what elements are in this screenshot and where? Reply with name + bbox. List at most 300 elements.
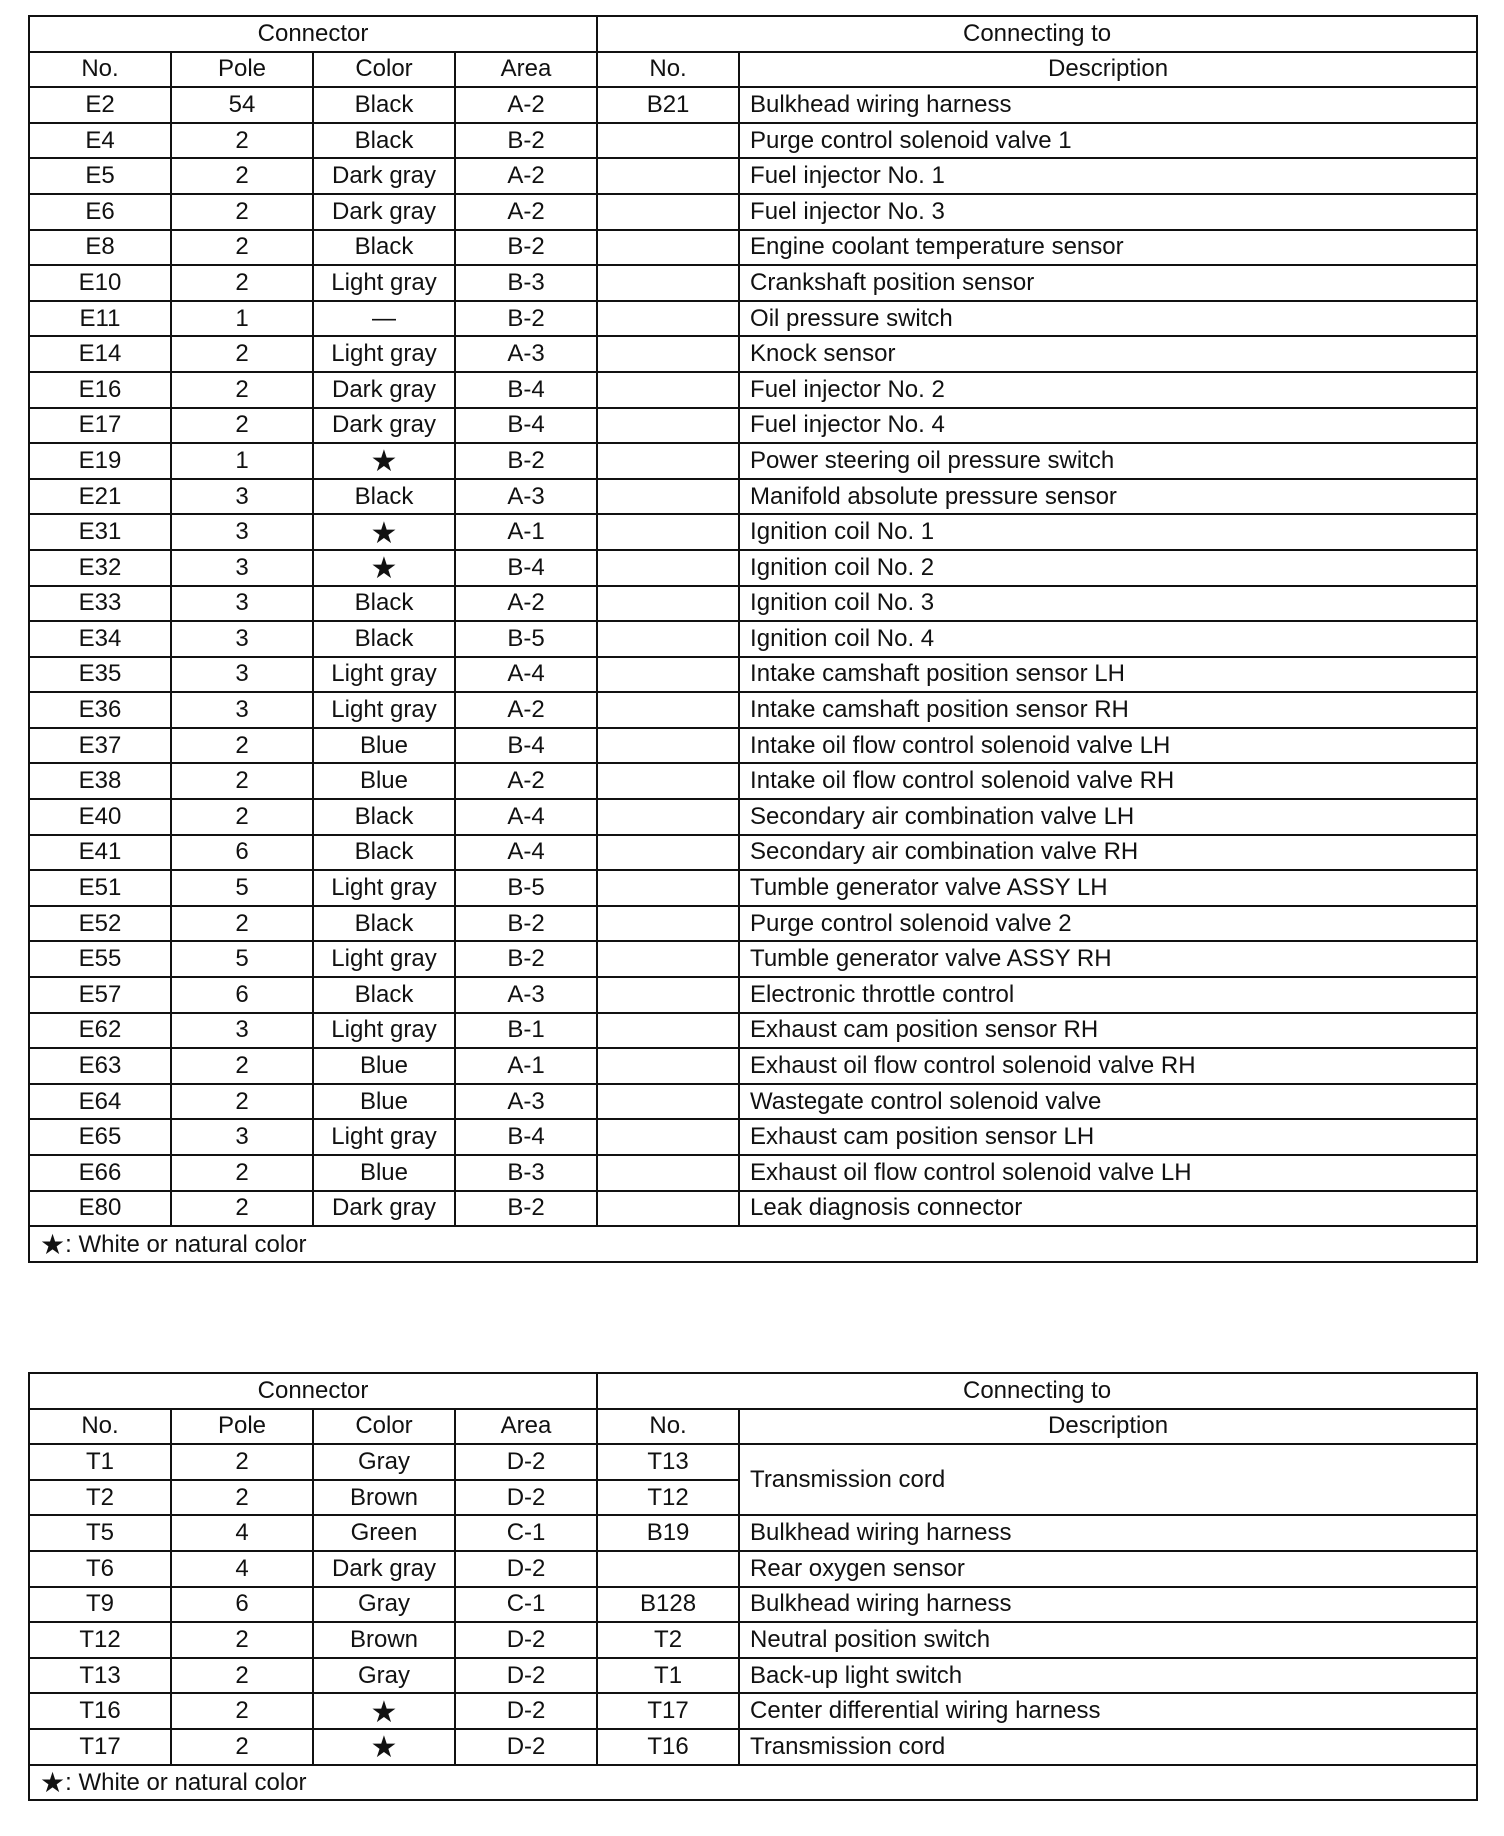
cell-color — [313, 621, 455, 657]
cell-connector-no-text: E21 — [78, 482, 122, 510]
table-row — [29, 835, 1477, 871]
cell-area-text: D-2 — [506, 1732, 546, 1760]
cell-connecting-no — [597, 941, 739, 977]
cell-connector-no-text: E19 — [78, 446, 122, 474]
cell-connector-no-text: E36 — [78, 696, 122, 724]
cell-area — [455, 1119, 597, 1155]
group-header-row — [29, 1373, 1477, 1409]
cell-color-text: Black — [354, 233, 414, 261]
star-icon: ★ — [370, 445, 398, 479]
cell-description: Center differential wiring harness — [739, 1693, 1477, 1729]
cell-area-text: A-3 — [507, 1087, 545, 1115]
cell-area — [455, 1084, 597, 1120]
cell-color — [313, 1480, 455, 1516]
cell-color — [313, 657, 455, 693]
cell-color — [313, 1693, 455, 1729]
cell-pole — [171, 158, 313, 194]
cell-color — [313, 1013, 455, 1049]
table-row — [29, 1729, 1477, 1765]
cell-area — [455, 230, 597, 266]
cell-area — [455, 194, 597, 230]
cell-area-text: A-2 — [507, 90, 545, 118]
cell-color — [313, 1048, 455, 1084]
connector-table — [28, 15, 1478, 1263]
cell-connector-no-text: T16 — [79, 1697, 121, 1725]
cell-area — [455, 692, 597, 728]
cell-description: Bulkhead wiring harness — [739, 1587, 1477, 1623]
cell-area — [455, 1587, 597, 1623]
cell-connector-no-text: E37 — [78, 731, 122, 759]
cell-connector-no — [29, 230, 171, 266]
cell-connector-no — [29, 408, 171, 444]
cell-pole-text: 6 — [235, 1590, 249, 1618]
col-header-area: Area — [455, 1409, 597, 1445]
table-row — [29, 977, 1477, 1013]
legend-row — [29, 1765, 1477, 1801]
star-icon: ★ — [370, 552, 398, 586]
cell-description: Secondary air combination valve LH — [739, 799, 1477, 835]
cell-area-text: D-2 — [506, 1697, 546, 1725]
cell-color-text: Light gray — [331, 1123, 437, 1151]
cell-pole — [171, 336, 313, 372]
cell-area — [455, 479, 597, 515]
col-header-to-no: No. — [597, 1409, 739, 1445]
cell-color-text: Blue — [359, 1087, 409, 1115]
cell-area-text: B-3 — [507, 1158, 545, 1186]
cell-description: Fuel injector No. 2 — [739, 372, 1477, 408]
cell-connecting-no — [597, 479, 739, 515]
cell-description: Neutral position switch — [739, 1622, 1477, 1658]
cell-area-text: D-2 — [506, 1554, 546, 1582]
cell-color — [313, 265, 455, 301]
cell-color-text: Dark gray — [331, 197, 437, 225]
cell-pole-text: 54 — [228, 90, 256, 118]
col-header-to-no: No. — [597, 52, 739, 88]
cell-area-text: A-4 — [507, 838, 545, 866]
cell-pole — [171, 1551, 313, 1587]
cell-pole — [171, 1048, 313, 1084]
cell-connector-no — [29, 1013, 171, 1049]
cell-area — [455, 1622, 597, 1658]
table-row — [29, 372, 1477, 408]
cell-area-text: B-2 — [507, 1194, 545, 1222]
cell-pole — [171, 443, 313, 479]
cell-color — [313, 870, 455, 906]
cell-description: Secondary air combination valve RH — [739, 835, 1477, 871]
col-header-no: No. — [29, 1409, 171, 1445]
cell-connector-no — [29, 835, 171, 871]
cell-area — [455, 336, 597, 372]
cell-pole-text: 2 — [235, 340, 249, 368]
cell-connector-no-text: T12 — [79, 1625, 121, 1653]
cell-color-text: Light gray — [331, 660, 437, 688]
cell-pole — [171, 514, 313, 550]
cell-area — [455, 1155, 597, 1191]
cell-description: Manifold absolute pressure sensor — [739, 479, 1477, 515]
cell-area-text: B-4 — [507, 1123, 545, 1151]
cell-area-text: A-2 — [507, 767, 545, 795]
cell-connector-no — [29, 443, 171, 479]
cell-area-text: A-3 — [507, 340, 545, 368]
cell-color-text: Light gray — [331, 874, 437, 902]
cell-description: Ignition coil No. 4 — [739, 621, 1477, 657]
cell-pole-text: 3 — [235, 624, 249, 652]
cell-connector-no — [29, 372, 171, 408]
column-header-row — [29, 1409, 1477, 1445]
table-row — [29, 657, 1477, 693]
cell-pole-text: 3 — [235, 660, 249, 688]
cell-connector-no — [29, 728, 171, 764]
cell-color — [313, 301, 455, 337]
star-icon: ★ — [40, 1228, 66, 1260]
cell-description: Oil pressure switch — [739, 301, 1477, 337]
cell-color — [313, 941, 455, 977]
cell-area — [455, 1013, 597, 1049]
cell-connecting-no — [597, 550, 739, 586]
cell-connector-no-text: E55 — [78, 945, 122, 973]
cell-area — [455, 1693, 597, 1729]
cell-area-text: B-4 — [507, 411, 545, 439]
cell-connecting-no — [597, 870, 739, 906]
cell-pole — [171, 1658, 313, 1694]
cell-area — [455, 443, 597, 479]
cell-area — [455, 621, 597, 657]
cell-description: Ignition coil No. 1 — [739, 514, 1477, 550]
cell-pole-text: 2 — [235, 1447, 249, 1475]
cell-area — [455, 763, 597, 799]
cell-connector-no — [29, 1155, 171, 1191]
legend-text: : White or natural color — [65, 1230, 307, 1258]
cell-connector-no — [29, 586, 171, 622]
cell-pole — [171, 870, 313, 906]
legend-text: : White or natural color — [65, 1769, 307, 1797]
cell-connecting-no — [597, 336, 739, 372]
cell-area — [455, 1729, 597, 1765]
cell-color-text: Light gray — [331, 340, 437, 368]
cell-pole-text: 5 — [235, 945, 249, 973]
cell-connecting-no — [597, 443, 739, 479]
cell-connector-no-text: E65 — [78, 1123, 122, 1151]
cell-connecting-no — [597, 977, 739, 1013]
cell-connector-no-text: E80 — [78, 1194, 122, 1222]
cell-connector-no — [29, 1444, 171, 1480]
cell-pole — [171, 301, 313, 337]
cell-pole — [171, 906, 313, 942]
legend-note — [29, 1226, 1477, 1262]
cell-area — [455, 265, 597, 301]
cell-connecting-no-text: B128 — [640, 1590, 697, 1618]
cell-color — [313, 336, 455, 372]
cell-connector-no-text: E63 — [78, 1052, 122, 1080]
cell-pole — [171, 941, 313, 977]
cell-area-text: B-2 — [507, 126, 545, 154]
cell-connecting-no — [597, 763, 739, 799]
cell-pole-text: 2 — [235, 268, 249, 296]
cell-area — [455, 586, 597, 622]
cell-connecting-no — [597, 514, 739, 550]
cell-color — [313, 763, 455, 799]
cell-color-text: Black — [354, 909, 414, 937]
cell-description: Intake oil flow control solenoid valve LH — [739, 728, 1477, 764]
cell-area-text: A-4 — [507, 802, 545, 830]
cell-color-text: Brown — [349, 1483, 419, 1511]
cell-connecting-no — [597, 1551, 739, 1587]
cell-connector-no-text: E14 — [78, 340, 122, 368]
cell-pole-text: 6 — [235, 980, 249, 1008]
col-header-description: Description — [739, 1409, 1477, 1445]
cell-pole — [171, 1515, 313, 1551]
cell-area-text: A-2 — [507, 197, 545, 225]
cell-connecting-no — [597, 1155, 739, 1191]
cell-pole — [171, 1693, 313, 1729]
cell-description: Tumble generator valve ASSY LH — [739, 870, 1477, 906]
col-header-no: No. — [29, 52, 171, 88]
cell-description: Fuel injector No. 4 — [739, 408, 1477, 444]
cell-connector-no-text: E17 — [78, 411, 122, 439]
cell-area-text: A-3 — [507, 482, 545, 510]
cell-pole-text: 1 — [235, 446, 249, 474]
cell-connector-no — [29, 479, 171, 515]
cell-color-text: Light gray — [331, 1016, 437, 1044]
cell-pole — [171, 1587, 313, 1623]
cell-description: Exhaust oil flow control solenoid valve LH — [739, 1155, 1477, 1191]
cell-area-text: B-4 — [507, 731, 545, 759]
cell-connector-no-text: E52 — [78, 909, 122, 937]
table-row — [29, 265, 1477, 301]
table-row — [29, 1658, 1477, 1694]
cell-color-text: Black — [354, 802, 414, 830]
cell-description: Fuel injector No. 3 — [739, 194, 1477, 230]
cell-area — [455, 123, 597, 159]
cell-color-text: Light gray — [331, 268, 437, 296]
cell-color-text: Gray — [357, 1661, 410, 1689]
cell-connecting-no — [597, 835, 739, 871]
cell-connecting-no-text: B19 — [646, 1519, 690, 1547]
cell-connecting-no — [597, 1444, 739, 1480]
cell-pole-text: 2 — [235, 1052, 249, 1080]
legend-row — [29, 1226, 1477, 1262]
cell-connecting-no — [597, 692, 739, 728]
cell-color-text: Black — [354, 838, 414, 866]
cell-connector-no — [29, 1480, 171, 1516]
cell-connector-no — [29, 1551, 171, 1587]
cell-description: Wastegate control solenoid valve — [739, 1084, 1477, 1120]
cell-connecting-no — [597, 1658, 739, 1694]
cell-connecting-no-text: T1 — [654, 1661, 683, 1689]
cell-connector-no — [29, 87, 171, 123]
cell-pole — [171, 550, 313, 586]
star-icon: ★ — [370, 516, 398, 550]
connecting-to-group-header: Connecting to — [597, 1373, 1477, 1409]
cell-color — [313, 550, 455, 586]
col-header-pole: Pole — [171, 1409, 313, 1445]
cell-area — [455, 941, 597, 977]
table-row — [29, 1622, 1477, 1658]
cell-color — [313, 1551, 455, 1587]
cell-color-text: Black — [354, 482, 414, 510]
table-row — [29, 1084, 1477, 1120]
table-row — [29, 443, 1477, 479]
cell-color — [313, 87, 455, 123]
cell-pole — [171, 692, 313, 728]
cell-connecting-no — [597, 230, 739, 266]
cell-connecting-no — [597, 1013, 739, 1049]
cell-pole — [171, 835, 313, 871]
cell-connector-no — [29, 870, 171, 906]
cell-description: Intake oil flow control solenoid valve RH — [739, 763, 1477, 799]
cell-connecting-no — [597, 1515, 739, 1551]
cell-pole — [171, 408, 313, 444]
cell-color — [313, 123, 455, 159]
cell-connector-no-text: T9 — [85, 1590, 114, 1618]
table-row — [29, 692, 1477, 728]
cell-color — [313, 1587, 455, 1623]
cell-connector-no — [29, 336, 171, 372]
cell-pole-text: 2 — [235, 802, 249, 830]
cell-area — [455, 301, 597, 337]
table-row — [29, 728, 1477, 764]
cell-pole-text: 2 — [235, 1625, 249, 1653]
table-row — [29, 1119, 1477, 1155]
cell-color — [313, 728, 455, 764]
cell-connector-no-text: E5 — [85, 162, 115, 190]
cell-pole-text: 2 — [235, 1661, 249, 1689]
connector-table — [28, 1372, 1478, 1801]
cell-color-text: Green — [350, 1519, 418, 1547]
cell-area — [455, 87, 597, 123]
cell-pole — [171, 372, 313, 408]
cell-area-text: A-4 — [507, 660, 545, 688]
table-row — [29, 941, 1477, 977]
cell-area — [455, 870, 597, 906]
cell-area — [455, 728, 597, 764]
cell-pole — [171, 1013, 313, 1049]
table-row — [29, 799, 1477, 835]
cell-description: Transmission cord — [739, 1444, 1477, 1515]
cell-area — [455, 408, 597, 444]
table-row — [29, 1515, 1477, 1551]
cell-connecting-no-text: T2 — [654, 1625, 683, 1653]
table-row — [29, 194, 1477, 230]
connector-group-header: Connector — [29, 16, 597, 52]
table-row — [29, 408, 1477, 444]
cell-pole-text: 2 — [235, 126, 249, 154]
cell-pole — [171, 799, 313, 835]
table-row — [29, 301, 1477, 337]
cell-connector-no — [29, 158, 171, 194]
cell-connector-no-text: E6 — [85, 197, 115, 225]
cell-color — [313, 158, 455, 194]
cell-connecting-no — [597, 265, 739, 301]
cell-color-text: Black — [354, 624, 414, 652]
cell-color — [313, 692, 455, 728]
cell-connector-no — [29, 1048, 171, 1084]
table-row — [29, 621, 1477, 657]
cell-area — [455, 372, 597, 408]
table-row — [29, 1155, 1477, 1191]
cell-color — [313, 443, 455, 479]
cell-connector-no-text: E11 — [79, 304, 121, 332]
col-header-pole: Pole — [171, 52, 313, 88]
cell-connector-no-text: E64 — [78, 1087, 122, 1115]
cell-connector-no-text: E33 — [78, 589, 122, 617]
cell-color-text: Blue — [359, 1158, 409, 1186]
cell-area-text: A-1 — [507, 518, 545, 546]
cell-connecting-no — [597, 158, 739, 194]
cell-pole — [171, 1729, 313, 1765]
star-icon: ★ — [40, 1767, 66, 1799]
table-row — [29, 1551, 1477, 1587]
star-icon: ★ — [370, 1731, 398, 1765]
cell-pole-text: 4 — [235, 1554, 249, 1582]
cell-connector-no-text: T1 — [85, 1447, 114, 1475]
cell-connector-no-text: T6 — [85, 1554, 114, 1582]
cell-connector-no-text: E8 — [85, 233, 115, 261]
cell-area — [455, 1444, 597, 1480]
cell-area-text: D-2 — [506, 1447, 546, 1475]
cell-connecting-no-text: T17 — [647, 1697, 689, 1725]
cell-color — [313, 835, 455, 871]
table-row — [29, 230, 1477, 266]
cell-description: Exhaust oil flow control solenoid valve RH — [739, 1048, 1477, 1084]
cell-color — [313, 906, 455, 942]
cell-pole — [171, 763, 313, 799]
cell-description: Transmission cord — [739, 1729, 1477, 1765]
cell-connecting-no-text: T12 — [647, 1483, 689, 1511]
cell-description: Knock sensor — [739, 336, 1477, 372]
table-body — [29, 1444, 1477, 1764]
cell-connector-no — [29, 1119, 171, 1155]
cell-area — [455, 1048, 597, 1084]
cell-description: Back-up light switch — [739, 1658, 1477, 1694]
cell-pole — [171, 194, 313, 230]
cell-connector-no-text: E51 — [78, 874, 122, 902]
star-icon: ★ — [370, 1695, 398, 1729]
table-row — [29, 906, 1477, 942]
cell-color — [313, 1658, 455, 1694]
cell-connector-no — [29, 692, 171, 728]
cell-connector-no-text: E38 — [78, 767, 122, 795]
cell-area-text: B-5 — [507, 874, 545, 902]
cell-description: Intake camshaft position sensor RH — [739, 692, 1477, 728]
cell-description: Engine coolant temperature sensor — [739, 230, 1477, 266]
cell-connecting-no — [597, 1729, 739, 1765]
cell-area-text: D-2 — [506, 1483, 546, 1511]
cell-color — [313, 1444, 455, 1480]
cell-pole-text: 3 — [235, 1016, 249, 1044]
cell-pole-text: 2 — [235, 767, 249, 795]
cell-connector-no-text: T17 — [79, 1732, 121, 1760]
cell-connector-no-text: E16 — [78, 375, 122, 403]
cell-color-text: Brown — [349, 1625, 419, 1653]
cell-color-text: Light gray — [331, 945, 437, 973]
cell-pole — [171, 1119, 313, 1155]
cell-color-text: — — [372, 304, 396, 332]
cell-area-text: A-3 — [507, 980, 545, 1008]
cell-connector-no-text: E4 — [85, 126, 115, 154]
cell-connector-no — [29, 621, 171, 657]
cell-pole-text: 2 — [235, 197, 249, 225]
cell-area-text: C-1 — [506, 1519, 546, 1547]
cell-pole-text: 2 — [235, 1697, 249, 1725]
cell-connecting-no — [597, 194, 739, 230]
cell-area-text: B-2 — [507, 233, 545, 261]
table-row — [29, 550, 1477, 586]
cell-color — [313, 799, 455, 835]
cell-description: Leak diagnosis connector — [739, 1191, 1477, 1227]
cell-connecting-no — [597, 1480, 739, 1516]
cell-pole-text: 1 — [235, 304, 249, 332]
